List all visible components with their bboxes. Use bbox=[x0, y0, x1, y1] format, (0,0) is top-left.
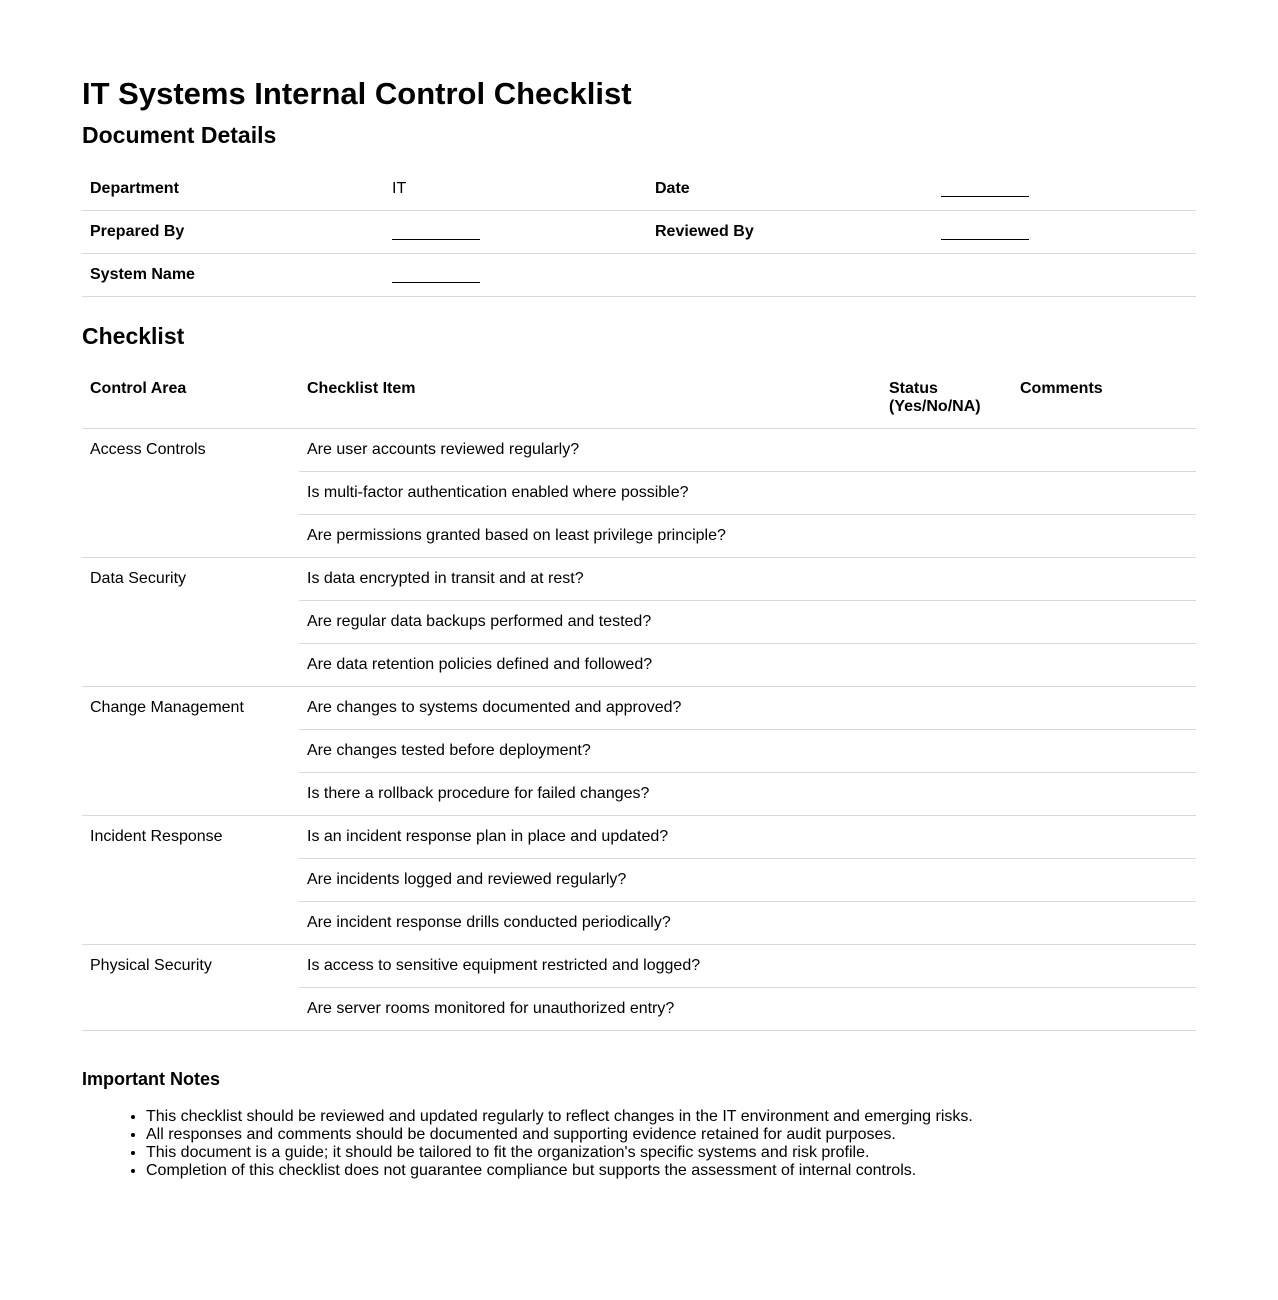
status-header bbox=[881, 366, 1012, 429]
checklist-item-cell: Is multi-factor authentication enabled where possible? bbox=[299, 472, 881, 515]
comments-cell[interactable] bbox=[1012, 558, 1196, 601]
status-cell[interactable] bbox=[881, 859, 1012, 902]
status-cell[interactable] bbox=[881, 601, 1012, 644]
checklist-row bbox=[82, 687, 1196, 730]
checklist-item-cell: Are regular data backups performed and tested? bbox=[299, 601, 881, 644]
checklist-item-cell: Are incidents logged and reviewed regularly? bbox=[299, 859, 881, 902]
prepared-by-blank-line[interactable] bbox=[392, 223, 480, 240]
checklist-row bbox=[82, 429, 1196, 472]
control-area-cell: Access Controls bbox=[82, 429, 299, 558]
status-cell[interactable] bbox=[881, 816, 1012, 859]
checklist-item-header: Checklist Item bbox=[307, 380, 416, 397]
checklist-item-cell: Are permissions granted based on least privilege principle? bbox=[299, 515, 881, 558]
checklist-item-cell: Is there a rollback procedure for failed changes? bbox=[299, 773, 881, 816]
reviewed-by-blank-line[interactable] bbox=[941, 223, 1029, 240]
checklist-item-cell: Are server rooms monitored for unauthorized entry? bbox=[299, 988, 881, 1031]
page-title: IT Systems Internal Control Checklist bbox=[82, 76, 632, 111]
important-notes-heading: Important Notes bbox=[82, 1069, 221, 1089]
checklist-table bbox=[82, 366, 1196, 1031]
checklist-item-cell: Is data encrypted in transit and at rest? bbox=[299, 558, 881, 601]
department-label: Department bbox=[82, 168, 384, 211]
checklist-row bbox=[82, 945, 1196, 988]
status-header-line2: (Yes/No/NA) bbox=[889, 398, 981, 415]
comments-header: Comments bbox=[1020, 380, 1103, 397]
status-cell[interactable] bbox=[881, 429, 1012, 472]
status-cell[interactable] bbox=[881, 773, 1012, 816]
note-item: • This checklist should be reviewed and updated regularly to reflect changes in the IT environment and emerging risks. bbox=[146, 1108, 973, 1126]
document-details-heading: Document Details bbox=[82, 122, 277, 148]
details-row bbox=[82, 168, 1196, 211]
note-item: • This document is a guide; it should be tailored to fit the organization's specific systems and risk profile. bbox=[146, 1144, 973, 1162]
comments-cell[interactable] bbox=[1012, 687, 1196, 730]
comments-cell[interactable] bbox=[1012, 902, 1196, 945]
date-blank-line[interactable] bbox=[941, 180, 1029, 197]
checklist-row bbox=[82, 816, 1196, 859]
control-area-cell: Physical Security bbox=[82, 945, 299, 1031]
status-cell[interactable] bbox=[881, 644, 1012, 687]
checklist-item-cell: Are incident response drills conducted periodically? bbox=[299, 902, 881, 945]
checklist-item-cell: Is an incident response plan in place and updated? bbox=[299, 816, 881, 859]
status-cell[interactable] bbox=[881, 687, 1012, 730]
comments-cell[interactable] bbox=[1012, 773, 1196, 816]
reviewed-by-label: Reviewed By bbox=[647, 211, 933, 254]
system-name-label: System Name bbox=[82, 254, 384, 297]
comments-cell[interactable] bbox=[1012, 601, 1196, 644]
status-cell[interactable] bbox=[881, 902, 1012, 945]
status-cell[interactable] bbox=[881, 945, 1012, 988]
checklist-header-row bbox=[82, 366, 1196, 429]
system-name-blank-line[interactable] bbox=[392, 266, 480, 283]
status-cell[interactable] bbox=[881, 515, 1012, 558]
control-area-cell: Change Management bbox=[82, 687, 299, 816]
checklist-item-cell: Are changes tested before deployment? bbox=[299, 730, 881, 773]
details-row bbox=[82, 211, 1196, 254]
document-details-table bbox=[82, 168, 1196, 297]
control-area-cell: Data Security bbox=[82, 558, 299, 687]
status-header-line1: Status bbox=[889, 380, 938, 397]
status-cell[interactable] bbox=[881, 472, 1012, 515]
status-cell[interactable] bbox=[881, 988, 1012, 1031]
comments-cell[interactable] bbox=[1012, 644, 1196, 687]
comments-cell[interactable] bbox=[1012, 515, 1196, 558]
department-value: IT bbox=[384, 168, 647, 211]
details-row bbox=[82, 254, 1196, 297]
note-item: • Completion of this checklist does not guarantee compliance but supports the assessment of internal controls. bbox=[146, 1162, 973, 1180]
checklist-item-cell: Are changes to systems documented and approved? bbox=[299, 687, 881, 730]
comments-cell[interactable] bbox=[1012, 988, 1196, 1031]
control-area-header: Control Area bbox=[90, 380, 187, 397]
comments-cell[interactable] bbox=[1012, 730, 1196, 773]
control-area-cell: Incident Response bbox=[82, 816, 299, 945]
checklist-heading: Checklist bbox=[82, 323, 185, 349]
comments-cell[interactable] bbox=[1012, 816, 1196, 859]
comments-cell[interactable] bbox=[1012, 472, 1196, 515]
checklist-item-cell: Are data retention policies defined and followed? bbox=[299, 644, 881, 687]
comments-cell[interactable] bbox=[1012, 429, 1196, 472]
important-notes-list bbox=[82, 1108, 973, 1180]
date-label: Date bbox=[647, 168, 933, 211]
note-item: • All responses and comments should be documented and supporting evidence retained for audit purposes. bbox=[146, 1126, 973, 1144]
comments-cell[interactable] bbox=[1012, 945, 1196, 988]
status-cell[interactable] bbox=[881, 558, 1012, 601]
prepared-by-label: Prepared By bbox=[82, 211, 384, 254]
checklist-item-cell: Are user accounts reviewed regularly? bbox=[299, 429, 881, 472]
comments-cell[interactable] bbox=[1012, 859, 1196, 902]
checklist-row bbox=[82, 558, 1196, 601]
checklist-item-cell: Is access to sensitive equipment restricted and logged? bbox=[299, 945, 881, 988]
status-cell[interactable] bbox=[881, 730, 1012, 773]
